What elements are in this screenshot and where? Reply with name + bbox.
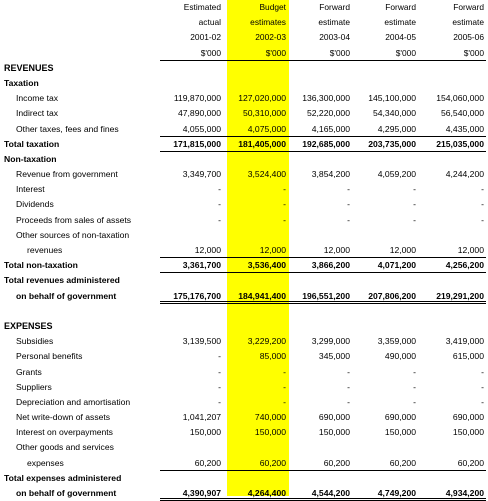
row-label: Total non-taxation	[4, 260, 78, 271]
table-row	[0, 380, 488, 395]
cell: 4,055,000	[182, 123, 221, 134]
cell: -	[218, 199, 221, 210]
cell: -	[347, 366, 350, 377]
cell: -	[413, 366, 416, 377]
cell: 47,890,000	[177, 108, 221, 119]
cell: 1,041,207	[182, 412, 221, 423]
col-header: Forward	[453, 2, 484, 12]
table-row	[0, 182, 488, 197]
col-header: 2005-06	[453, 32, 484, 43]
cell: 12,000	[194, 245, 221, 255]
cell: 3,361,700	[182, 260, 221, 271]
row-label: Other sources of non-taxation	[16, 229, 130, 240]
col-header: estimate	[318, 17, 350, 28]
cell: -	[413, 381, 416, 392]
cell: 56,540,000	[440, 108, 484, 119]
table-row-label-only	[0, 440, 488, 455]
cell: 12,000	[323, 245, 350, 255]
cell: 4,264,400	[247, 488, 286, 498]
header-row-3	[0, 30, 488, 45]
col-header: Estimated	[183, 2, 221, 12]
cell: 490,000	[384, 351, 416, 362]
row-label: Total taxation	[4, 138, 60, 149]
cell: -	[283, 366, 286, 377]
cell: 3,866,200	[311, 260, 350, 271]
cell: -	[481, 396, 484, 407]
cell: 3,229,200	[247, 336, 286, 347]
row-label: Net write-down of assets	[16, 412, 111, 423]
row-label: Grants	[16, 366, 42, 377]
col-header: Forward	[385, 2, 416, 12]
row-label: Subsidies	[16, 336, 54, 347]
cell: 3,536,400	[247, 260, 286, 271]
cell: 50,310,000	[242, 108, 286, 119]
cell: 181,405,000	[238, 138, 286, 149]
col-header: Forward	[319, 2, 350, 12]
cell: 60,200	[389, 457, 416, 468]
table-row	[0, 213, 488, 228]
cell: 4,295,000	[377, 123, 416, 134]
cell: 690,000	[318, 412, 350, 423]
row-label: Interest	[16, 184, 45, 195]
cell: -	[347, 199, 350, 210]
subsection-heading-row	[0, 76, 488, 91]
cell: 3,524,400	[247, 169, 286, 180]
spacer-row	[0, 304, 488, 319]
table-row	[0, 106, 488, 121]
table-row	[0, 456, 488, 471]
cell: -	[218, 351, 221, 362]
cell: 136,300,000	[302, 93, 350, 104]
section-heading: REVENUES	[4, 62, 54, 73]
table-row	[0, 167, 488, 182]
cell: 12,000	[259, 245, 286, 255]
table-row	[0, 197, 488, 212]
cell: -	[413, 184, 416, 195]
cell: 3,359,000	[377, 336, 416, 347]
cell: 4,749,200	[377, 488, 416, 498]
subsection-heading: Non-taxation	[4, 153, 57, 164]
cell: 740,000	[254, 412, 286, 423]
row-label: Depreciation and amortisation	[16, 396, 131, 407]
cell: 690,000	[452, 412, 484, 423]
col-header: actual	[198, 17, 221, 28]
table-row-label-only	[0, 228, 488, 243]
col-header: $'000	[200, 47, 221, 58]
cell: 196,551,200	[302, 290, 350, 301]
cell: 4,435,000	[445, 123, 484, 134]
cell: -	[283, 184, 286, 195]
col-header: 2003-04	[319, 32, 350, 43]
cell: 690,000	[384, 412, 416, 423]
cell: 127,020,000	[238, 93, 286, 104]
cell: 4,244,200	[445, 169, 484, 180]
table-row	[0, 425, 488, 440]
cell: -	[481, 214, 484, 225]
cell: -	[413, 214, 416, 225]
table-row	[0, 349, 488, 364]
cell: 54,340,000	[372, 108, 416, 119]
table-row	[0, 410, 488, 425]
row-label: Indirect tax	[16, 108, 59, 119]
row-label: Interest on overpayments	[16, 427, 113, 438]
section-heading-row	[0, 319, 488, 334]
row-label: Revenue from government	[16, 169, 118, 180]
cell: 119,870,000	[173, 93, 221, 104]
cell: 184,941,400	[238, 290, 286, 301]
cell: -	[347, 381, 350, 392]
row-label: Total revenues administered	[4, 275, 120, 286]
table-row	[0, 91, 488, 106]
cell: 60,200	[457, 457, 484, 468]
table-row	[0, 365, 488, 380]
cell: 150,000	[254, 427, 286, 438]
cell: 3,139,500	[182, 336, 221, 347]
cell: 4,059,200	[377, 169, 416, 180]
col-header: $'000	[395, 47, 416, 58]
col-header: $'000	[329, 47, 350, 58]
row-label: Dividends	[16, 199, 54, 210]
cell: -	[481, 199, 484, 210]
cell: 3,419,000	[445, 336, 484, 347]
cell: 207,806,200	[368, 290, 416, 301]
cell: 4,071,200	[377, 260, 416, 271]
cell: 52,220,000	[306, 108, 350, 119]
cell: -	[481, 366, 484, 377]
cell: 215,035,000	[436, 138, 484, 149]
row-label: Total expenses administered	[4, 472, 122, 483]
cell: -	[413, 199, 416, 210]
cell: 12,000	[457, 245, 484, 255]
grand-total-label-row	[0, 471, 488, 486]
col-header: 2001-02	[190, 32, 221, 43]
cell: -	[218, 396, 221, 407]
cell: -	[218, 366, 221, 377]
cell: 3,299,000	[311, 336, 350, 347]
row-label: Other taxes, fees and fines	[16, 123, 119, 134]
row-label: Personal benefits	[16, 351, 83, 362]
cell: -	[347, 214, 350, 225]
table-row	[0, 334, 488, 349]
col-header: $'000	[265, 47, 286, 58]
col-header: estimate	[452, 17, 484, 28]
row-label: Income tax	[16, 93, 59, 104]
col-header: Budget	[259, 2, 286, 12]
cell: -	[218, 381, 221, 392]
cell: -	[347, 184, 350, 195]
cell: 345,000	[318, 351, 350, 362]
row-label: expenses	[27, 457, 64, 468]
col-header: estimates	[250, 17, 286, 28]
total-row	[0, 137, 488, 152]
section-heading-row	[0, 61, 488, 76]
cell: 60,200	[323, 457, 350, 468]
grand-total-row	[0, 289, 488, 304]
header-row-4	[0, 46, 488, 61]
row-label: revenues	[27, 245, 63, 255]
cell: 171,815,000	[173, 138, 221, 149]
cell: 615,000	[452, 351, 484, 362]
cell: -	[283, 381, 286, 392]
row-label: Other goods and services	[16, 442, 114, 453]
cell: 4,165,000	[311, 123, 350, 134]
cell: -	[218, 184, 221, 195]
cell: 150,000	[452, 427, 484, 438]
cell: -	[481, 184, 484, 195]
cell: 145,100,000	[368, 93, 416, 104]
row-label: Proceeds from sales of assets	[16, 214, 132, 225]
header-row-1	[0, 0, 488, 15]
cell: 150,000	[318, 427, 350, 438]
row-label: on behalf of government	[16, 290, 117, 301]
cell: 150,000	[384, 427, 416, 438]
cell: -	[218, 214, 221, 225]
cell: 4,934,200	[445, 488, 484, 498]
cell: 192,685,000	[302, 138, 350, 149]
cell: -	[347, 396, 350, 407]
table-row	[0, 395, 488, 410]
cell: -	[481, 381, 484, 392]
cell: -	[283, 199, 286, 210]
row-label: on behalf of government	[16, 488, 117, 498]
cell: 219,291,200	[436, 290, 484, 301]
cell: 150,000	[189, 427, 221, 438]
cell: -	[413, 396, 416, 407]
col-header: $'000	[463, 47, 484, 58]
row-label: Suppliers	[16, 381, 52, 392]
table-row	[0, 243, 488, 258]
cell: 3,349,700	[182, 169, 221, 180]
grand-total-label-row	[0, 273, 488, 288]
cell: 4,544,200	[311, 488, 350, 498]
cell: 4,075,000	[247, 123, 286, 134]
subsection-heading-row	[0, 152, 488, 167]
cell: 4,390,907	[182, 488, 221, 498]
cell: 60,200	[259, 457, 286, 468]
cell: 60,200	[194, 457, 221, 468]
section-heading: EXPENSES	[4, 320, 53, 331]
cell: -	[283, 214, 286, 225]
cell: 4,256,200	[445, 260, 484, 271]
subsection-heading: Taxation	[4, 77, 39, 88]
grand-total-row	[0, 486, 488, 501]
cell: -	[283, 396, 286, 407]
total-row	[0, 258, 488, 273]
table-row	[0, 122, 488, 137]
col-header: estimate	[384, 17, 416, 28]
cell: 85,000	[259, 351, 286, 362]
col-header: 2002-03	[255, 32, 286, 43]
cell: 203,735,000	[368, 138, 416, 149]
cell: 3,854,200	[311, 169, 350, 180]
header-row-2	[0, 15, 488, 30]
cell: 154,060,000	[436, 93, 484, 104]
col-header: 2004-05	[385, 32, 416, 43]
cell: 12,000	[389, 245, 416, 255]
cell: 175,176,700	[173, 290, 221, 301]
